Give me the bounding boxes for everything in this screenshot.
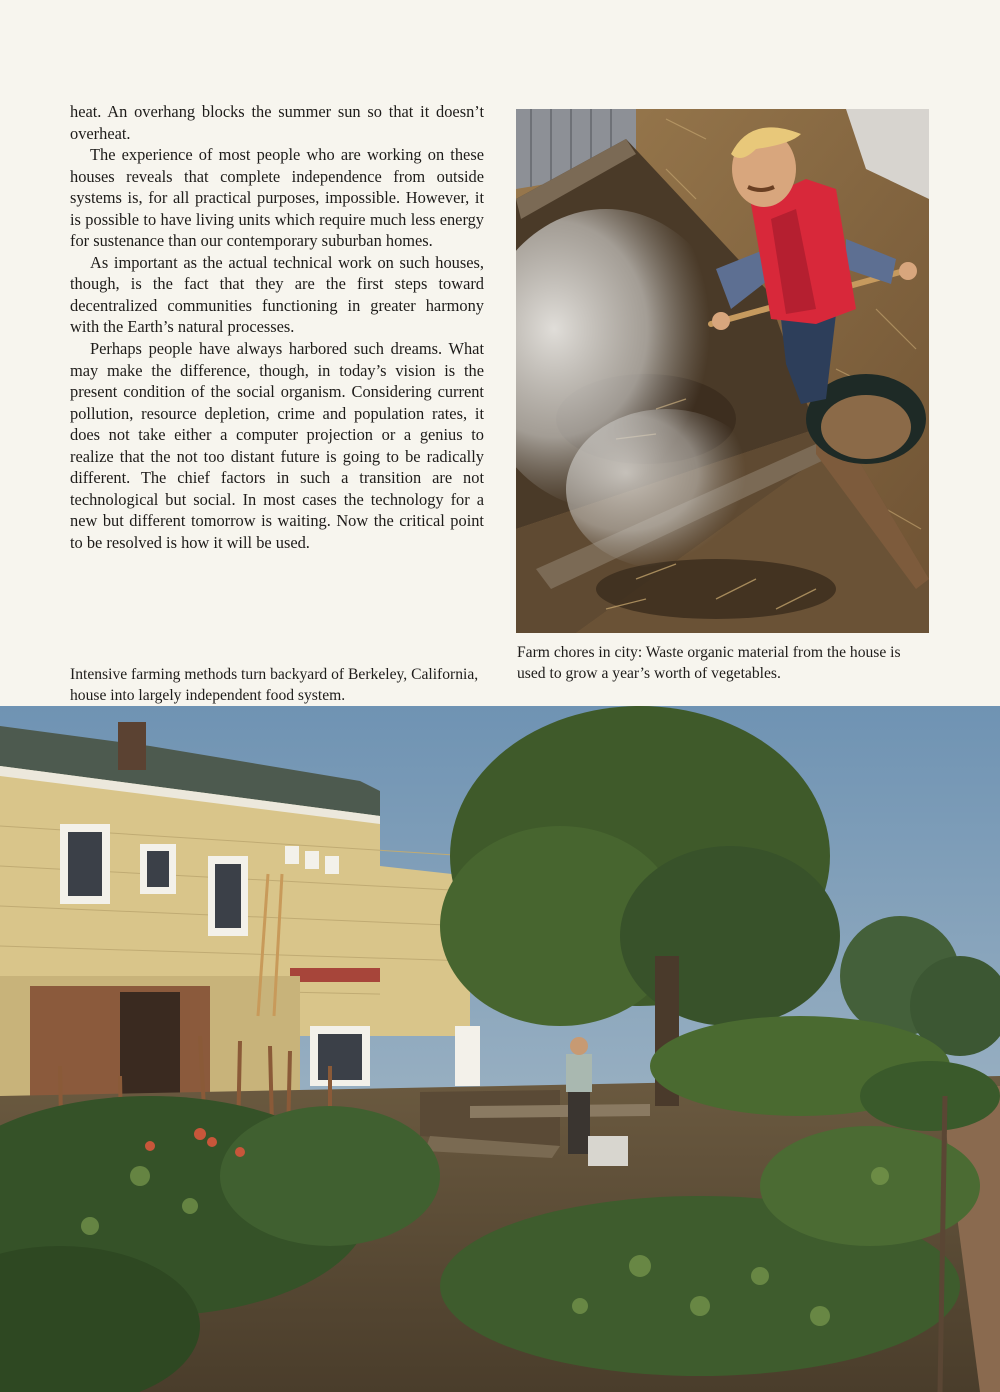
article-body (70, 101, 484, 553)
garden-photo (0, 706, 1000, 1392)
compost-photo (516, 109, 929, 633)
article-paragraph: The experience of most people who are working on these houses reveals that complete independence from outside systems is, for all practical purposes, impossible. However, it is possible to have living units which require much less energy for sustenance than our contemporary suburban homes. (70, 145, 484, 251)
article-paragraph: Perhaps people have always harbored such dreams. What may make the difference, though, in today’s vision is the present condition of the social organism. Considering current pollution, resource depletion, crime and population rates, it does not take either a computer projection or a genius to realize that the not too distant future is going to be radically different. The chief factors in such a transition are not technological but social. In most cases the technology for a new but different tomorrow is waiting. Now the critical point to be resolved is how it will be used. (70, 339, 484, 552)
compost-photo-illustration (516, 109, 929, 633)
article-paragraph: As important as the actual technical work on such houses, though, is the fact that they are the first steps toward decentralized communities functioning in greater harmony with the Earth’s natural processes. (70, 252, 484, 337)
garden-photo-illustration (0, 706, 1000, 1392)
compost-photo-caption: Farm chores in city: Waste organic material from the house is used to grow a year’s worth of vegetables. (517, 644, 901, 682)
article-paragraph: heat. An overhang blocks the summer sun so that it doesn’t overheat. (70, 102, 484, 143)
garden-photo-caption: Intensive farming methods turn backyard of Berkeley, California, house into largely independent food system. (70, 666, 479, 704)
